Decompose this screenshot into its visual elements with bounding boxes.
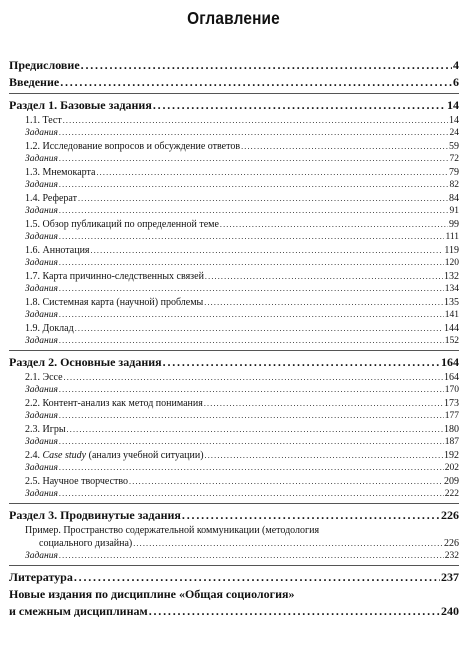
toc-entry-page: 135 bbox=[444, 297, 459, 308]
toc-entry-page: 72 bbox=[449, 154, 459, 164]
toc-entry-subsection[interactable] bbox=[9, 371, 459, 384]
toc-entry-label: Раздел 3. Продвинутые задания bbox=[9, 508, 181, 522]
toc-entry-label: Задания bbox=[25, 411, 58, 421]
toc-entry-label: 1.3. Мнемокарта bbox=[25, 167, 96, 178]
divider bbox=[9, 93, 459, 94]
toc-entry-example[interactable] bbox=[9, 524, 459, 550]
leader-dots bbox=[59, 127, 449, 140]
toc-entry-new-editions[interactable] bbox=[9, 586, 459, 620]
toc-entry-page: 226 bbox=[444, 538, 459, 549]
toc-entry-section-3[interactable] bbox=[9, 507, 459, 524]
toc-entry-page: 164 bbox=[441, 355, 459, 369]
sections bbox=[9, 97, 459, 504]
leader-dots bbox=[59, 205, 449, 218]
leader-dots bbox=[149, 603, 440, 620]
toc-entry-subsection[interactable] bbox=[9, 166, 459, 179]
toc-entry-label: Задания bbox=[25, 206, 58, 216]
toc-entry-page: 111 bbox=[445, 232, 459, 242]
toc-entry-label: Задания bbox=[25, 284, 58, 294]
toc-entry-page: 120 bbox=[444, 258, 459, 268]
toc-entry-label: Раздел 1. Базовые задания bbox=[9, 98, 152, 112]
leader-dots bbox=[75, 322, 443, 335]
toc-entry-preface[interactable] bbox=[9, 57, 459, 74]
leader-dots bbox=[67, 423, 443, 436]
divider bbox=[9, 503, 459, 504]
toc-entry-page: 232 bbox=[444, 551, 459, 561]
toc-entry-label: Задания bbox=[25, 463, 58, 473]
toc-entry-page: 134 bbox=[444, 284, 459, 294]
toc-entry-subsection[interactable] bbox=[9, 192, 459, 205]
table-of-contents bbox=[9, 57, 459, 620]
toc-entry-page: 202 bbox=[444, 463, 459, 473]
toc-entry-page: 119 bbox=[444, 245, 459, 256]
toc-entry-tasks[interactable] bbox=[9, 384, 459, 397]
toc-entry-subsection[interactable] bbox=[9, 475, 459, 488]
toc-entry-label: Введение bbox=[9, 75, 60, 89]
toc-entry-page: 187 bbox=[444, 437, 459, 447]
toc-entry-tasks[interactable] bbox=[9, 488, 459, 501]
toc-entry-page: 14 bbox=[447, 98, 459, 112]
leader-dots bbox=[220, 218, 448, 231]
toc-entry-label: 1.6. Аннотация bbox=[25, 245, 90, 256]
leader-dots bbox=[204, 296, 443, 309]
toc-entry-page: 240 bbox=[441, 604, 459, 618]
toc-entry-page: 173 bbox=[444, 398, 459, 409]
leader-dots bbox=[91, 244, 444, 257]
toc-entry-page: 180 bbox=[444, 424, 459, 435]
toc-entry-label-line1: Пример. Пространство содержательной коммуникации (методология bbox=[25, 525, 320, 536]
toc-entry-label: Задания bbox=[25, 128, 58, 138]
leader-dots bbox=[205, 270, 443, 283]
toc-entry-label: 1.5. Обзор публикаций по определенной теме bbox=[25, 219, 219, 230]
toc-entry-page: 164 bbox=[444, 372, 459, 383]
leader-dots bbox=[63, 114, 448, 127]
toc-entry-subsection[interactable] bbox=[9, 449, 459, 462]
toc-entry-label: Раздел 2. Основные задания bbox=[9, 355, 162, 369]
toc-entry-subsection[interactable] bbox=[9, 270, 459, 283]
toc-entry-label: Задания bbox=[25, 310, 58, 320]
toc-entry-page: 222 bbox=[444, 489, 459, 499]
toc-entry-label-line1: Новые издания по дисциплине «Общая социология» bbox=[9, 587, 295, 601]
toc-entry-subsection[interactable] bbox=[9, 244, 459, 257]
leader-dots bbox=[133, 537, 443, 550]
leader-dots bbox=[59, 179, 449, 192]
toc-entry-page: 170 bbox=[444, 385, 459, 395]
toc-entry-subsection[interactable] bbox=[9, 140, 459, 153]
toc-entry-label: Предисловие bbox=[9, 58, 80, 72]
toc-entry-label: 2.4. Case study (анализ учебной ситуации) bbox=[25, 450, 204, 461]
toc-entry-subsection[interactable] bbox=[9, 397, 459, 410]
toc-entry-label: Задания bbox=[25, 154, 58, 164]
leader-dots bbox=[59, 335, 444, 348]
toc-entry-label: Литература bbox=[9, 570, 73, 584]
toc-entry-subsection[interactable] bbox=[9, 114, 459, 127]
toc-entry-tasks[interactable] bbox=[9, 410, 459, 423]
toc-entry-label: 1.8. Системная карта (научной) проблемы bbox=[25, 297, 204, 308]
toc-entry-page: 79 bbox=[449, 167, 459, 178]
divider bbox=[9, 565, 459, 566]
toc-entry-label: Задания bbox=[25, 437, 58, 447]
leader-dots bbox=[96, 166, 448, 179]
toc-entry-page: 6 bbox=[453, 75, 459, 89]
toc-entry-subsection[interactable] bbox=[9, 218, 459, 231]
toc-entry-page: 226 bbox=[441, 508, 459, 522]
leader-dots bbox=[59, 283, 444, 296]
toc-entry-page: 209 bbox=[444, 476, 459, 487]
toc-entry-tasks[interactable] bbox=[9, 550, 459, 563]
leader-dots bbox=[59, 550, 444, 563]
leader-dots bbox=[153, 97, 446, 114]
leader-dots bbox=[205, 449, 443, 462]
toc-entry-tasks[interactable] bbox=[9, 283, 459, 296]
toc-entry-label: 1.4. Реферат bbox=[25, 193, 77, 204]
leader-dots bbox=[59, 410, 444, 423]
toc-entry-subsection[interactable] bbox=[9, 322, 459, 335]
leader-dots bbox=[59, 257, 444, 270]
leader-dots bbox=[59, 384, 444, 397]
toc-entry-page: 59 bbox=[449, 141, 459, 152]
leader-dots bbox=[59, 153, 449, 166]
toc-entry-label: Задания bbox=[25, 232, 58, 242]
toc-entry-tasks[interactable] bbox=[9, 205, 459, 218]
toc-entry-label: 2.3. Игры bbox=[25, 424, 66, 435]
toc-entry-tasks[interactable] bbox=[9, 335, 459, 348]
toc-entry-page: 152 bbox=[444, 336, 459, 346]
toc-entry-page: 144 bbox=[444, 323, 459, 334]
toc-entry-section-1[interactable] bbox=[9, 97, 459, 114]
toc-entry-label-line2: и смежным дисциплинам bbox=[9, 604, 148, 618]
leader-dots bbox=[241, 140, 448, 153]
toc-entry-tasks[interactable] bbox=[9, 231, 459, 244]
leader-dots bbox=[59, 231, 445, 244]
toc-entry-page: 84 bbox=[449, 193, 459, 204]
toc-entry-page: 82 bbox=[449, 180, 459, 190]
toc-entry-tasks[interactable] bbox=[9, 153, 459, 166]
toc-entry-label: 1.2. Исследование вопросов и обсуждение ответов bbox=[25, 141, 241, 152]
leader-dots bbox=[59, 488, 444, 501]
toc-entry-label: Задания bbox=[25, 385, 58, 395]
toc-entry-page: 91 bbox=[449, 206, 459, 216]
leader-dots bbox=[78, 192, 448, 205]
toc-entry-label: 1.7. Карта причинно-следственных связей bbox=[25, 271, 204, 282]
divider bbox=[9, 350, 459, 351]
leader-dots bbox=[64, 371, 443, 384]
leader-dots bbox=[74, 569, 440, 586]
toc-entry-page: 99 bbox=[449, 219, 459, 230]
toc-entry-label-line2: социального дизайна) bbox=[39, 538, 133, 549]
toc-entry-page: 4 bbox=[453, 58, 459, 72]
toc-entry-label: Задания bbox=[25, 180, 58, 190]
toc-entry-label: Задания bbox=[25, 551, 58, 561]
leader-dots bbox=[163, 354, 440, 371]
toc-entry-page: 14 bbox=[449, 115, 459, 126]
toc-entry-label: 1.1. Тест bbox=[25, 115, 62, 126]
leader-dots bbox=[204, 397, 443, 410]
toc-entry-subsection[interactable] bbox=[9, 296, 459, 309]
leader-dots bbox=[60, 74, 452, 91]
toc-entry-page: 132 bbox=[444, 271, 459, 282]
toc-entry-tasks[interactable] bbox=[9, 179, 459, 192]
page-title: Оглавление bbox=[187, 8, 280, 28]
toc-entry-tasks[interactable] bbox=[9, 127, 459, 140]
leader-dots bbox=[59, 462, 444, 475]
toc-entry-page: 192 bbox=[444, 450, 459, 461]
toc-entry-page: 141 bbox=[444, 310, 459, 320]
leader-dots bbox=[81, 57, 452, 74]
toc-entry-label: 1.9. Доклад bbox=[25, 323, 74, 334]
toc-entry-page: 237 bbox=[441, 570, 459, 584]
toc-entry-intro[interactable] bbox=[9, 74, 459, 91]
toc-entry-label: 2.1. Эссе bbox=[25, 372, 63, 383]
toc-entry-subsection[interactable] bbox=[9, 423, 459, 436]
toc-entry-tasks[interactable] bbox=[9, 462, 459, 475]
toc-entry-label: Задания bbox=[25, 489, 58, 499]
toc-entry-page: 177 bbox=[444, 411, 459, 421]
toc-entry-tasks[interactable] bbox=[9, 436, 459, 449]
toc-entry-tasks[interactable] bbox=[9, 257, 459, 270]
leader-dots bbox=[129, 475, 443, 488]
toc-entry-page: 24 bbox=[449, 128, 459, 138]
leader-dots bbox=[59, 309, 444, 322]
leader-dots bbox=[59, 436, 444, 449]
toc-entry-literature[interactable] bbox=[9, 569, 459, 586]
toc-entry-label: Задания bbox=[25, 336, 58, 346]
leader-dots bbox=[182, 507, 440, 524]
toc-entry-label: 2.5. Научное творчество bbox=[25, 476, 129, 487]
toc-entry-section-2[interactable] bbox=[9, 354, 459, 371]
toc-entry-label: Задания bbox=[25, 258, 58, 268]
toc-entry-tasks[interactable] bbox=[9, 309, 459, 322]
toc-entry-label: 2.2. Контент-анализ как метод понимания bbox=[25, 398, 203, 409]
